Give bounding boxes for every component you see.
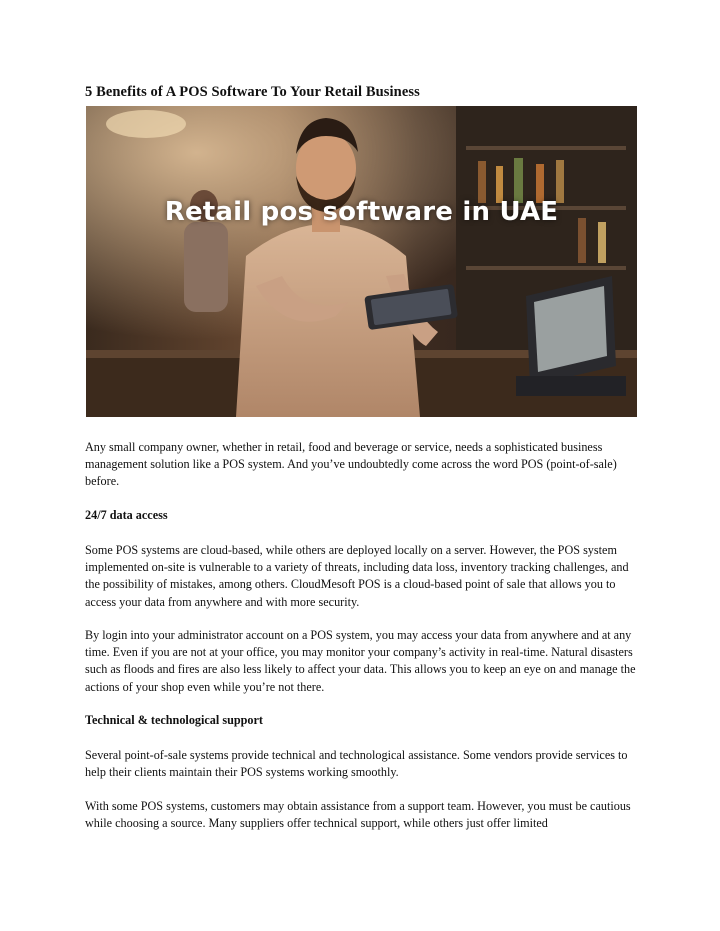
section-heading-technical-support: Technical & technological support (85, 713, 263, 727)
paragraph-data-access-2: By login into your administrator account on a POS system, you may access your data from anywhere and at any time. Even if you are not at your office, you may monitor your company’s activity in real-time. Natural disasters such as floods and fires are also less likely to affect your data. This allows you to keep an eye on and manage the actions of your shop even while you’re not there. (85, 628, 636, 694)
intro-paragraph: Any small company owner, whether in retail, food and beverage or service, needs a sophisticated business management solution like a POS system. And you’ve undoubtedly come across the word POS (point-of-sale) before. (85, 440, 617, 489)
document-title: 5 Benefits of A POS Software To Your Retail Business (85, 84, 420, 100)
paragraph-technical-support-2: With some POS systems, customers may obtain assistance from a support team. However, you must be cautious while choosing a source. Many suppliers offer technical support, while others just offer limited (85, 799, 631, 831)
hero-caption: Retail pos software in UAE (164, 197, 559, 227)
paragraph-technical-support-1: Several point-of-sale systems provide technical and technological assistance. Some vendors provide services to help their clients maintain their POS systems working smoothly. (85, 748, 628, 780)
paragraph-data-access-1: Some POS systems are cloud-based, while others are deployed locally on a server. However, the POS system implemented on-site is vulnerable to a variety of threats, including data loss, inventory tracking challenges, and the possibility of mistakes, among others. CloudMesoft POS is a cloud-based point of sale that allows you to access your data from anywhere and with more security. (85, 543, 629, 609)
photo-man-with-tablet-icon (86, 106, 637, 417)
hero-image (86, 106, 637, 417)
section-heading-data-access: 24/7 data access (85, 508, 168, 522)
